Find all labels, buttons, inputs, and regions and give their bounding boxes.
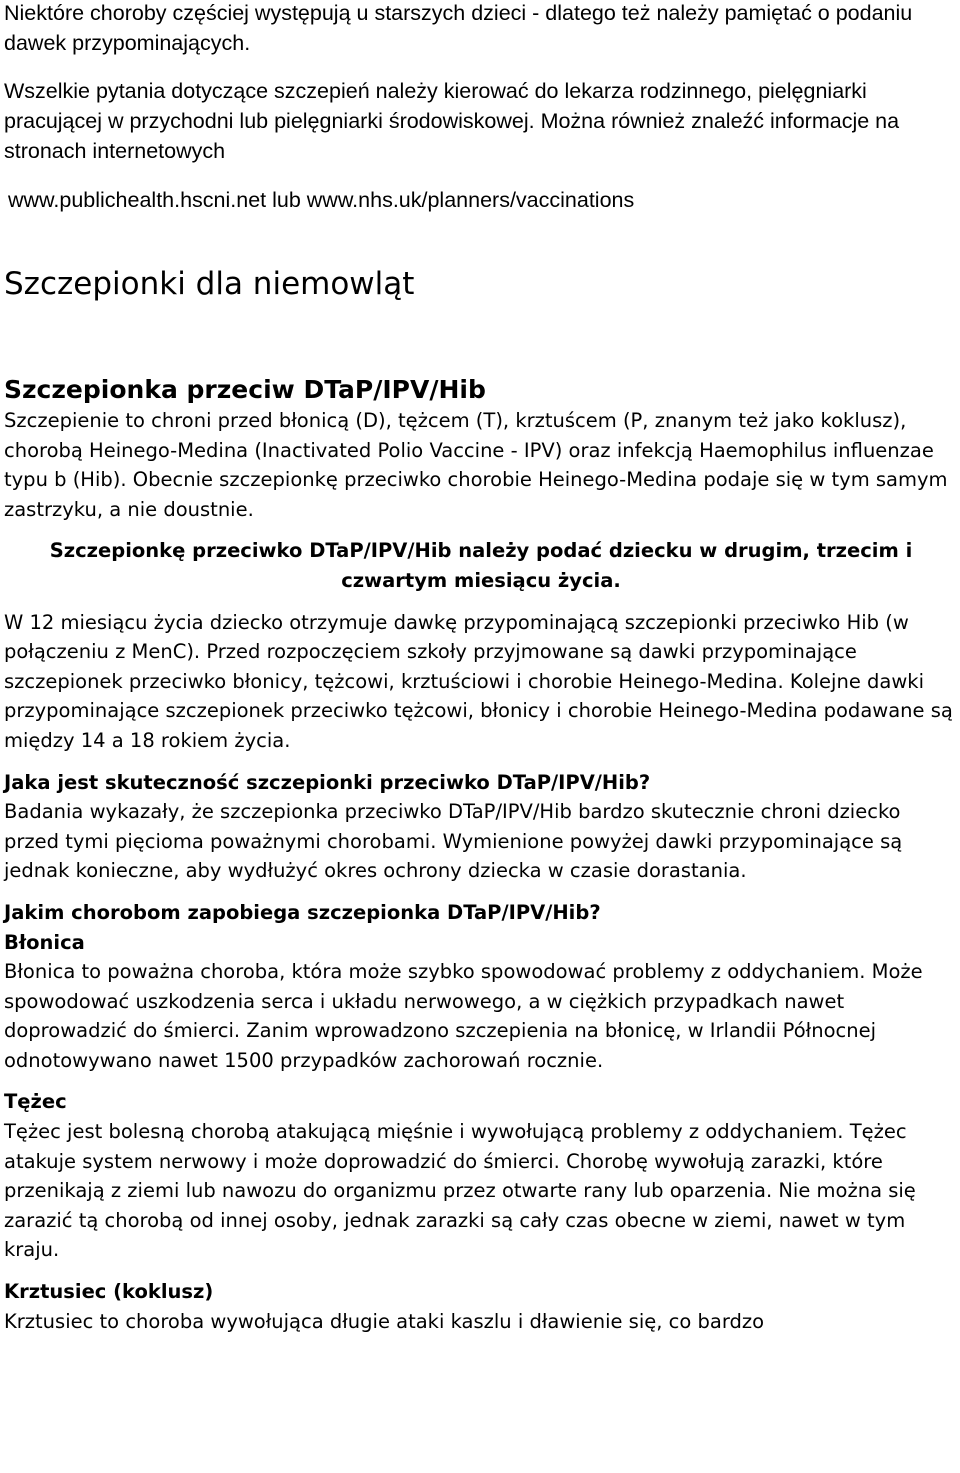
dtap-heading: Szczepionka przeciw DTaP/IPV/Hib: [4, 375, 486, 404]
paragraph-gap: [4, 58, 956, 76]
disease-text-pertussis: Krztusiec to choroba wywołująca długie ataki kaszlu i dławienie się, co bardzo: [4, 1309, 765, 1333]
dtap-description: Szczepienie to chroni przed błonicą (D), tężcem (T), krztuścem (P, znanym też jako koklusz), chorobą Heinego-Medina (Inactivated Polio Vaccine - IPV) oraz infekcją Haemophilus influenzae typu b (Hib). Obecnie szczepionkę przeciwko chorobie Heinego-Medina podaje się w tym samym zastrzyku, a nie doustnie.: [4, 409, 948, 521]
vaccine-content: [4, 374, 958, 1336]
effectiveness-text: Badania wykazały, że szczepionka przeciwko DTaP/IPV/Hib bardzo skutecznie chroni dziecko przed tymi pięcioma poważnymi chorobami. Wymienione powyżej dawki przypominające są jednak konieczne, aby wydłużyć okres ochrony dziecka w czasie dorastania.: [4, 800, 903, 883]
page-title: Szczepionki dla niemowląt: [4, 266, 415, 302]
disease-text-tetanus: Tężec jest bolesną chorobą atakującą mięśnie i wywołującą problemy z oddychaniem. Tężec atakuje system nerwowy i może doprowadzić do śmierci. Chorobę wywołują zarazki, które przenikają z ziemi lub nawozu do organizmu przez otwarte rany lub oparzenia. Nie można się zarazić tą chorobą od innej osoby, jednak zarazki są cały czas obecne w ziemi, nawet w tym kraju.: [4, 1120, 916, 1262]
intro-paragraph-boosters: Niektóre choroby częściej występują u starszych dzieci - dlatego też należy pamiętać o podaniu dawek przypominających.: [4, 1, 913, 55]
disease-text-diphtheria: Błonica to poważna choroba, która może szybko spowodować problemy z oddychaniem. Może spowodować uszkodzenia serca i układu nerwowego, a w ciężkich przypadkach nawet doprowadzić do śmierci. Zanim wprowadzono szczepienia na błonicę, w Irlandii Północnej odnotowywano nawet 1500 przypadków zachorowań rocznie.: [4, 960, 923, 1072]
prevention-heading: Jakim chorobom zapobiega szczepionka DTaP/IPV/Hib?: [4, 900, 601, 924]
disease-name-tetanus: Tężec: [4, 1090, 67, 1114]
disease-name-pertussis: Krztusiec (koklusz): [4, 1280, 214, 1304]
dtap-boosters: W 12 miesiącu życia dziecko otrzymuje dawkę przypominającą szczepionki przeciwko Hib (w połączeniu z MenC). Przed rozpoczęciem szkoły przyjmowane są dawki przypominające szczepionek przeciwko błonicy, tężcowi, krztuściowi i chorobie Heinego-Medina. Kolejne dawki przypominające szczepionek przeciwko tężcowi, błonicy i chorobie Heinego-Medina podawane są między 14 a 18 rokiem życia.: [4, 610, 953, 752]
effectiveness-heading: Jaka jest skuteczność szczepionki przeciwko DTaP/IPV/Hib?: [4, 770, 651, 794]
website-links: www.publichealth.hscni.net lub www.nhs.uk/planners/vaccinations: [8, 188, 635, 212]
intro-paragraph-questions: Wszelkie pytania dotyczące szczepień należy kierować do lekarza rodzinnego, pielęgniarki pracującej w przychodni lub pielęgniarki środowiskowej. Można również znaleźć informacje na stronach internetowych: [4, 79, 900, 163]
disease-name-diphtheria: Błonica: [4, 930, 85, 954]
intro-section: [4, 0, 956, 166]
dtap-schedule: Szczepionkę przeciwko DTaP/IPV/Hib należy podać dziecku w drugim, trzecim i czwartym miesiącu życia.: [49, 539, 913, 592]
